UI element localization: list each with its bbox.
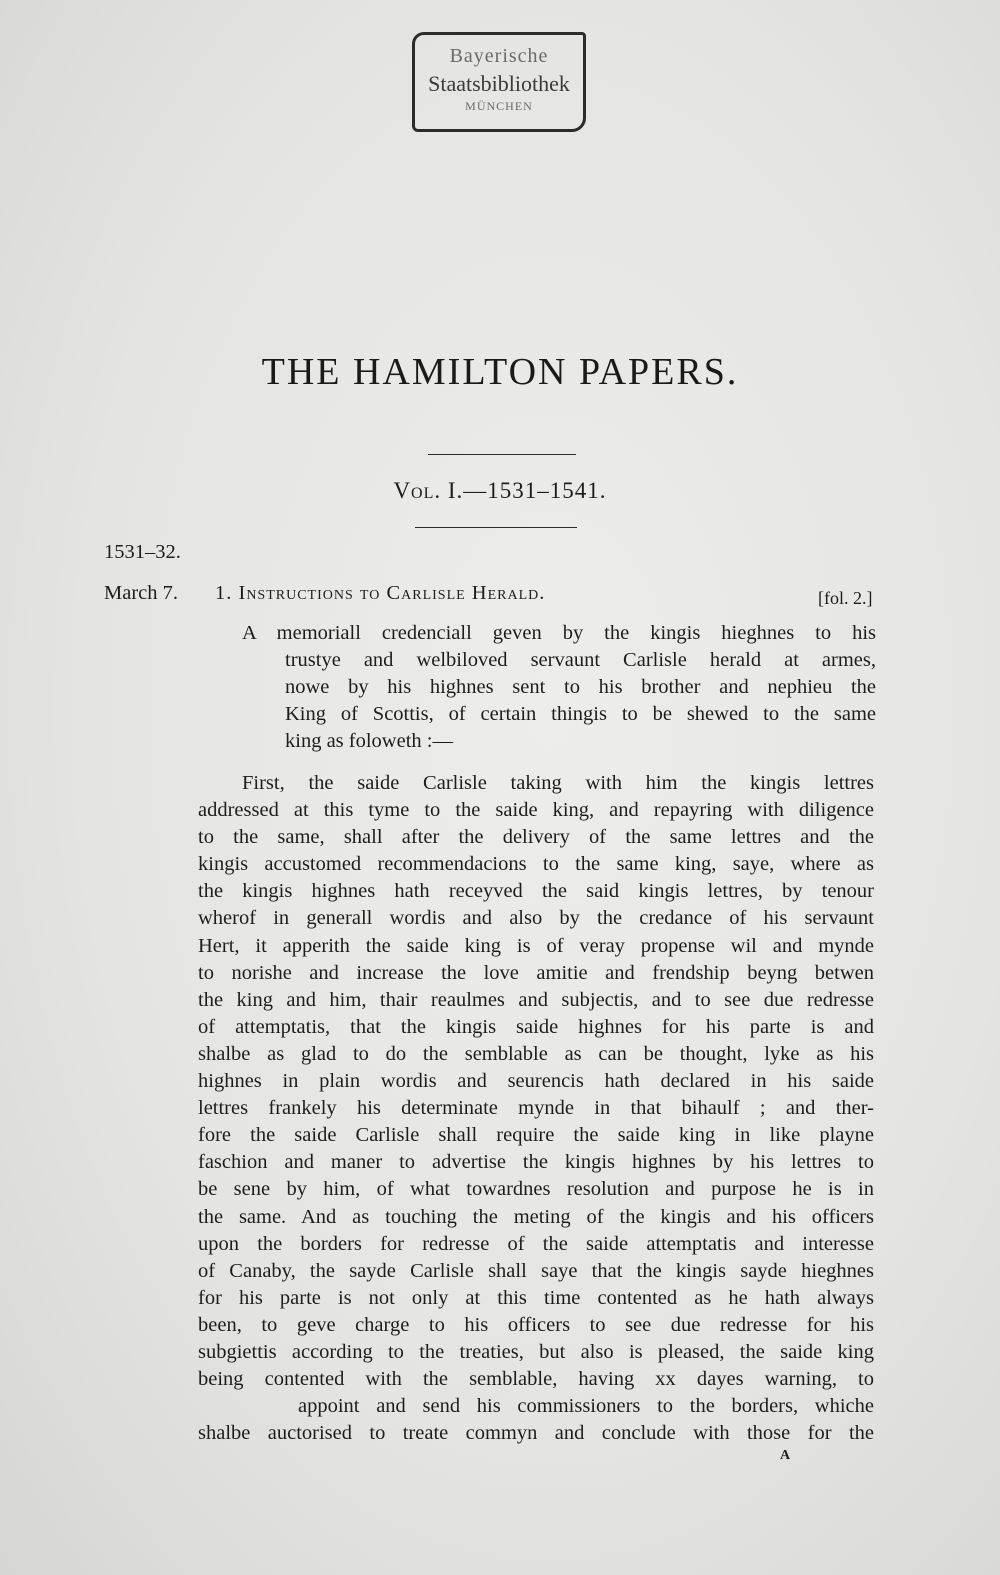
volume-range: I.—1531–1541. xyxy=(441,478,607,503)
body-line: shalbe as glad to do the semblable as can be thought, lyke as his xyxy=(198,1042,874,1065)
body-line: lettres frankely his determinate mynde in that bihaulf ; and ther- xyxy=(198,1097,874,1120)
volume-line xyxy=(0,478,1000,504)
stamp-line-1: Bayerische xyxy=(449,45,549,67)
divider-top xyxy=(428,454,576,455)
body-line: the same. And as touching the meting of the kingis and his officers xyxy=(198,1205,874,1228)
signature-mark: A xyxy=(780,1448,791,1463)
memorial-line: king as foloweth :— xyxy=(285,730,453,752)
memorial-line: King of Scottis, of certain thingis to be shewed to the same xyxy=(285,703,876,725)
page-title: THE HAMILTON PAPERS. xyxy=(261,351,739,393)
body-line: the king and him, thair reaulmes and subjectis, and to see due redresse xyxy=(198,988,874,1011)
body-line: of Canaby, the sayde Carlisle shall saye that the kingis sayde hieghnes xyxy=(198,1259,874,1282)
body-line: appoint and send his commissioners to the borders, whiche xyxy=(298,1395,874,1418)
year-heading: 1531–32. xyxy=(104,541,181,563)
memorial-line: trustye and welbiloved servaunt Carlisle herald at armes, xyxy=(285,649,876,671)
body-paragraph xyxy=(198,770,874,1447)
memorial-paragraph xyxy=(200,620,876,755)
body-line: to norishe and increase the love amitie and frendship beyng betwen xyxy=(198,961,874,984)
margin-date: March 7. xyxy=(104,582,179,604)
body-line: shalbe auctorised to treate commyn and conclude with those for the xyxy=(198,1422,874,1445)
body-line: Hert, it apperith the saide king is of veray propense wil and mynde xyxy=(198,934,874,957)
body-line: faschion and maner to advertise the kingis highnes by his lettres to xyxy=(198,1151,874,1174)
body-line: kingis accustomed recommendacions to the same king, saye, where as xyxy=(198,853,874,876)
body-line: of attemptatis, that the kingis saide highnes for his parte is and xyxy=(198,1015,874,1038)
section-heading: 1. Instructions to Carlisle Herald. xyxy=(215,582,546,604)
memorial-line: nowe by his highnes sent to his brother and nephieu the xyxy=(285,676,876,698)
body-line: First, the saide Carlisle taking with him the kingis lettres xyxy=(242,772,874,794)
volume-label: Vol. xyxy=(393,478,442,503)
body-line: subgiettis according to the treaties, but also is pleased, the saide king xyxy=(198,1340,874,1363)
body-line: for his parte is not only at this time contented as he hath always xyxy=(198,1286,874,1309)
body-line: upon the borders for redresse of the saide attemptatis and interesse xyxy=(198,1232,874,1255)
body-line: addressed at this tyme to the saide king, and repayring with diligence xyxy=(198,799,874,822)
library-stamp xyxy=(412,32,586,132)
body-line: been, to geve charge to his officers to see due redresse for his xyxy=(198,1313,874,1336)
stamp-line-2: Staatsbibliothek xyxy=(428,71,570,96)
body-line: be sene by him, of what towardnes resolution and purpose he is in xyxy=(198,1178,874,1201)
memorial-line: A memoriall credenciall geven by the kingis hieghnes to his xyxy=(242,622,876,644)
body-line: the kingis highnes hath receyved the said kingis lettres, by tenour xyxy=(198,880,874,903)
body-line: highnes in plain wordis and seurencis hath declared in his saide xyxy=(198,1070,874,1093)
stamp-line-3: MÜNCHEN xyxy=(465,99,533,113)
body-line: fore the saide Carlisle shall require the saide king in like playne xyxy=(198,1124,874,1147)
folio-reference: [fol. 2.] xyxy=(818,588,873,608)
divider-bottom xyxy=(415,527,577,528)
body-line: being contented with the semblable, having xx dayes warning, to xyxy=(198,1368,874,1391)
body-line: to the same, shall after the delivery of the same lettres and the xyxy=(198,826,874,849)
body-line: wherof in generall wordis and also by the credance of his servaunt xyxy=(198,907,874,930)
